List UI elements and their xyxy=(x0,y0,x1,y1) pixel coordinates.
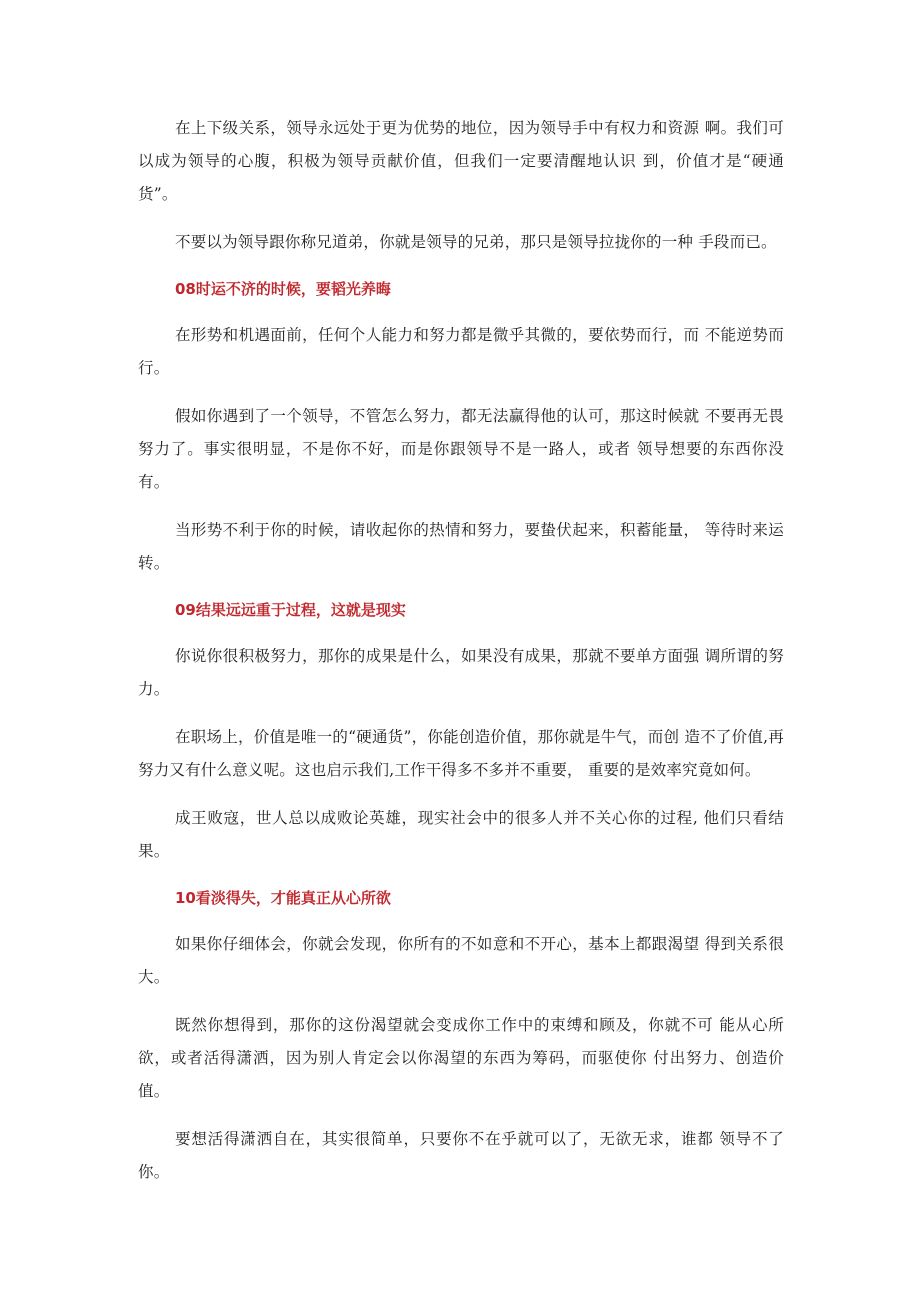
paragraph: 如果你仔细体会，你就会发现，你所有的不如意和不开心，基本上都跟渴望 得到关系很大。 xyxy=(138,935,784,986)
paragraph: 不要以为领导跟你称兄道弟，你就是领导的兄弟，那只是领导拉拢你的一种 手段而已。 xyxy=(175,233,777,251)
paragraph: 在职场上，价值是唯一的“硬通货”，你能创造价值，那你就是牛气，而创 造不了价值,再努力又有什么意义呢。这也启示我们,工作干得多不多并不重要， 重要的是效率究竟如何。 xyxy=(138,728,784,779)
paragraph: 要想活得潇洒自在，其实很简单，只要你不在乎就可以了，无欲无求，谁都 领导不了你。 xyxy=(138,1130,784,1181)
paragraph: 成王败寇，世人总以成败论英雄，现实社会中的很多人并不关心你的过程, 他们只看结果。 xyxy=(138,809,784,860)
paragraph: 既然你想得到，那你的这份渴望就会变成你工作中的束缚和顾及，你就不可 能从心所欲，或者活得潇洒，因为别人肯定会以你渴望的东西为筹码，而驱使你 付出努力、创造价值。 xyxy=(138,1016,784,1100)
paragraph: 在上下级关系，领导永远处于更为优势的地位，因为领导手中有权力和资源 啊。我们可以成为领导的心腹，积极为领导贡献价值，但我们一定要清醒地认识 到，价值才是“硬通货”。 xyxy=(138,119,784,203)
paragraph: 当形势不利于你的时候，请收起你的热情和努力，要蛰伏起来，积蓄能量， 等待时来运转。 xyxy=(138,521,784,572)
paragraph: 在形势和机遇面前，任何个人能力和努力都是微乎其微的，要依势而行，而 不能逆势而行。 xyxy=(138,326,784,377)
section-heading: 08时运不济的时候，要韬光养晦 xyxy=(175,280,391,298)
paragraph: 假如你遇到了一个领导，不管怎么努力，都无法赢得他的认可，那这时候就 不要再无畏努力了。事实很明显，不是你不好，而是你跟领导不是一路人，或者 领导想要的东西你没有。 xyxy=(138,407,784,491)
paragraph: 你说你很积极努力，那你的成果是什么，如果没有成果，那就不要单方面强 调所谓的努力。 xyxy=(138,647,784,698)
document-page xyxy=(138,112,784,1204)
section-heading: 10看淡得失，才能真正从心所欲 xyxy=(175,889,391,907)
section-heading: 09结果远远重于过程，这就是现实 xyxy=(175,601,406,619)
